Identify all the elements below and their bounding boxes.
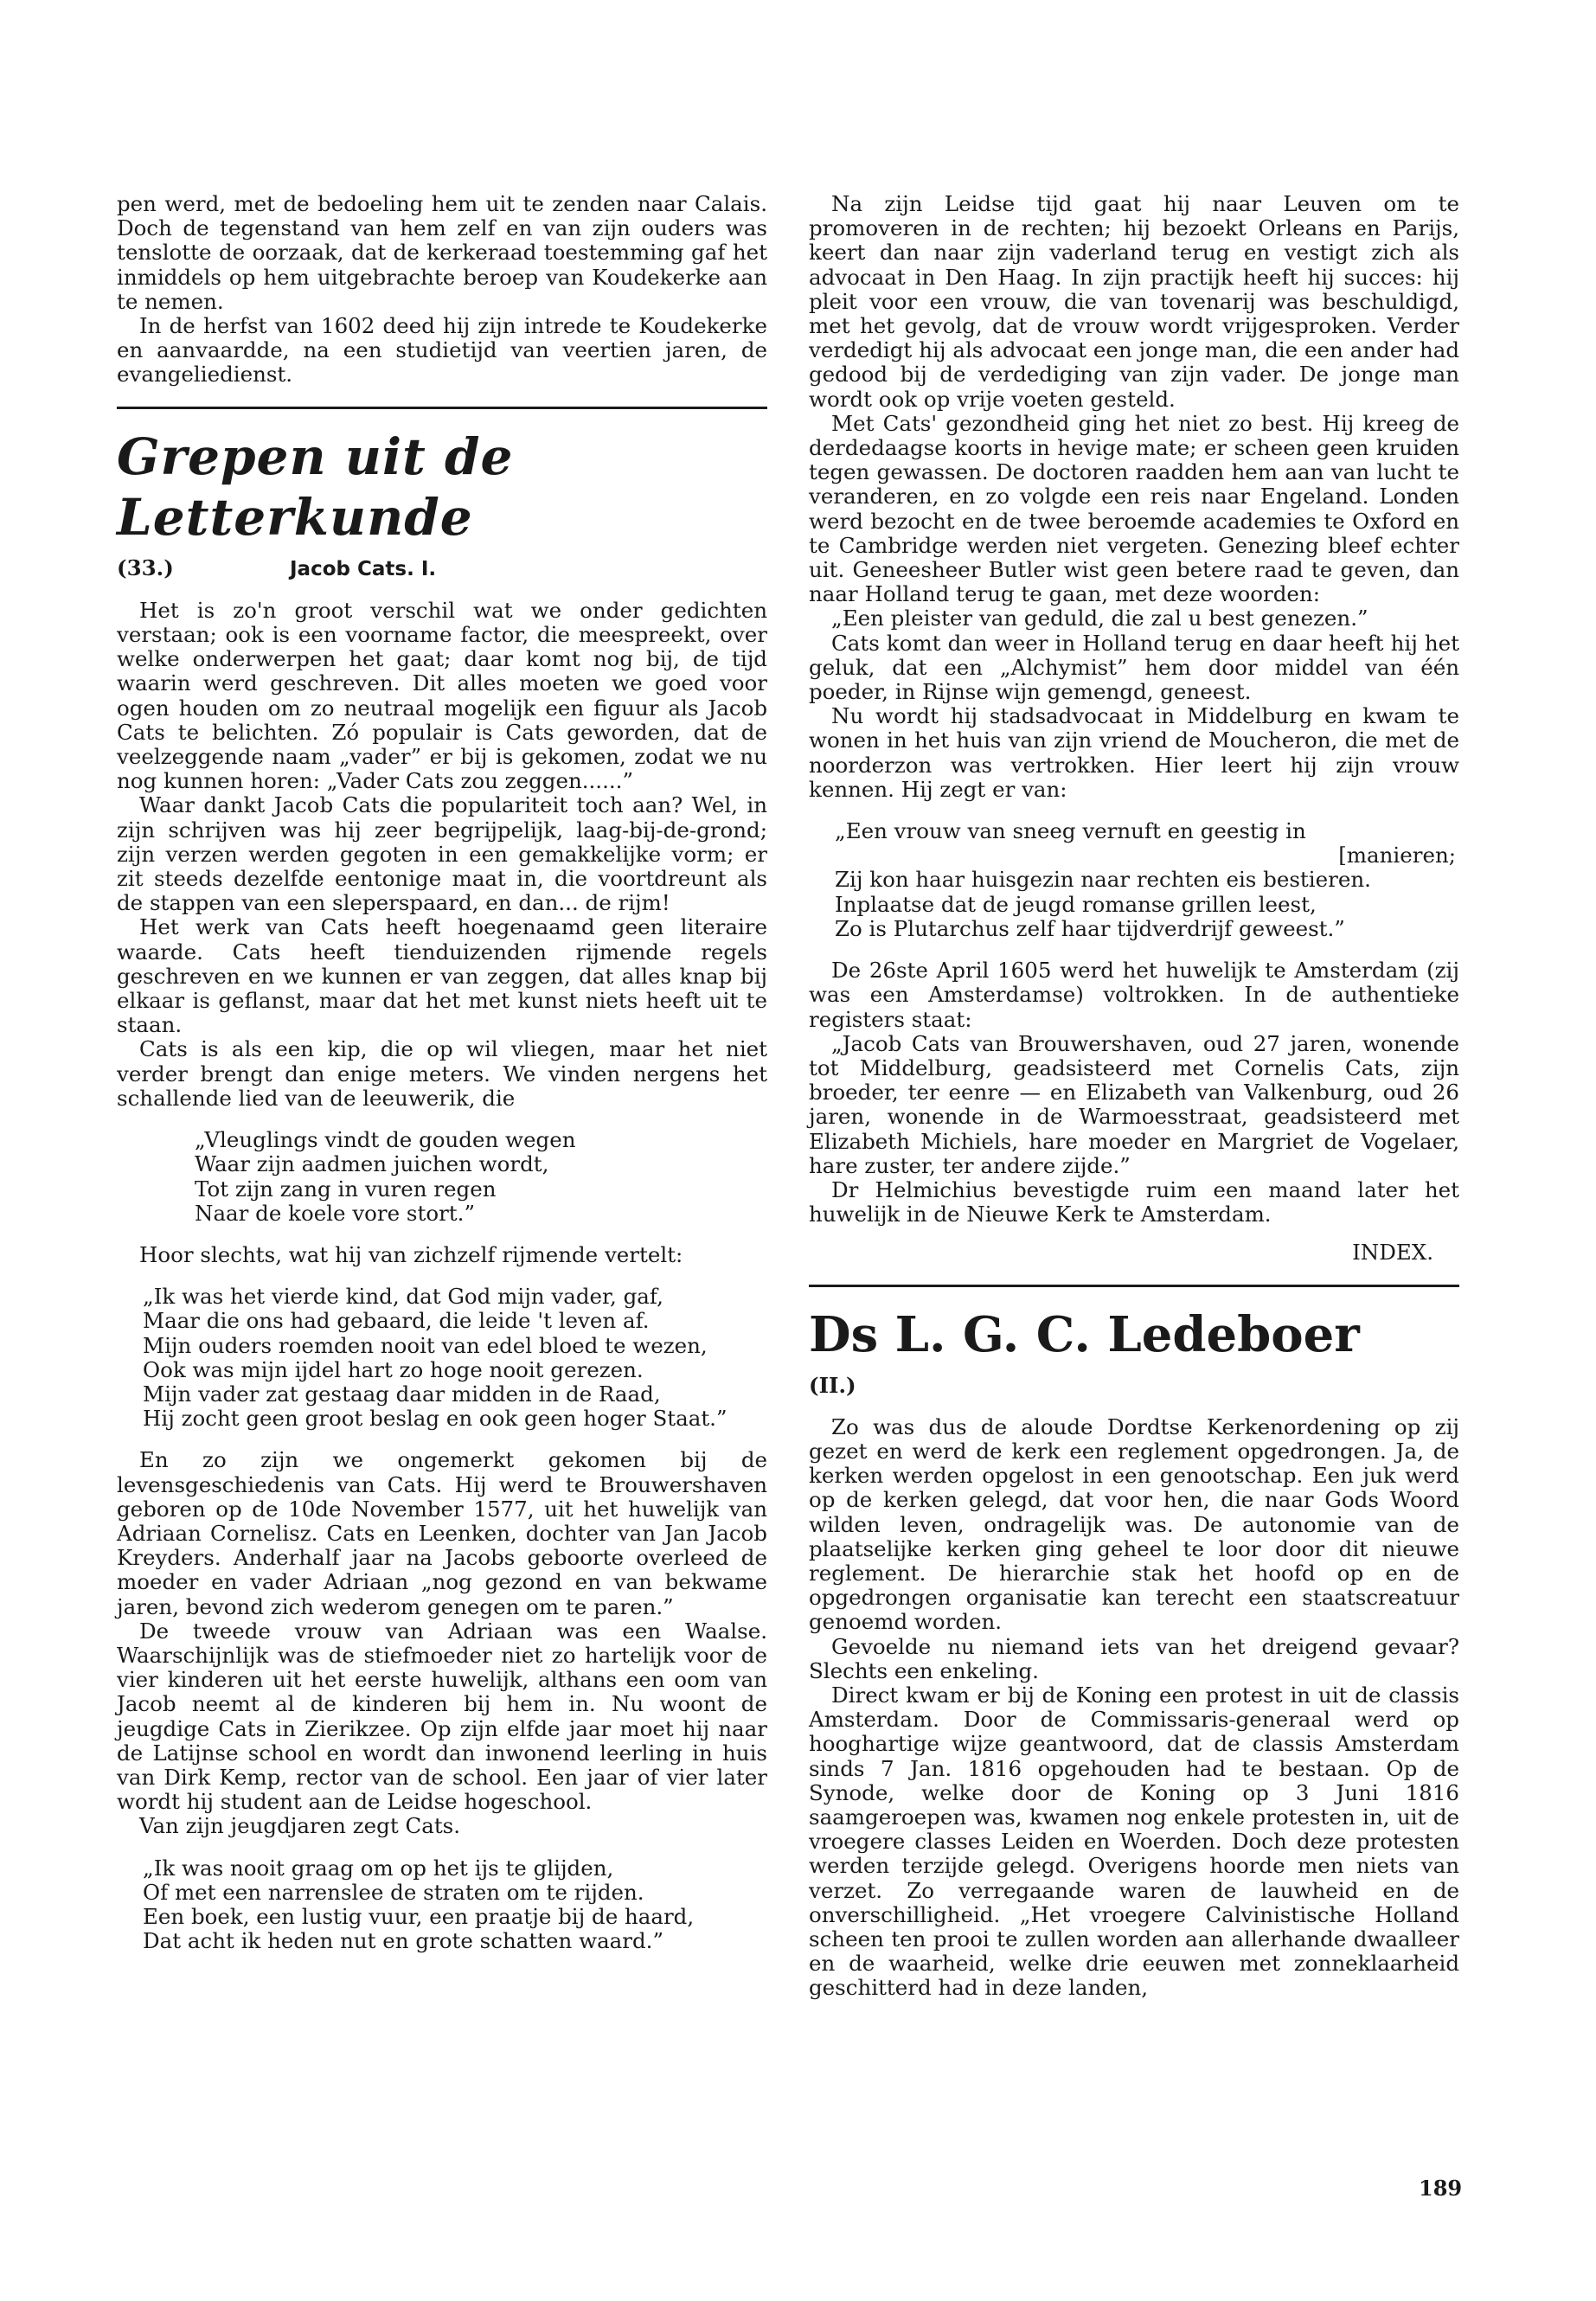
body-paragraph: Cats is als een kip, die op wil vliegen, maar het niet verder brengt dan enige meters. We vinden nergens het schallende lied van de leeuwerik, die [117, 1036, 767, 1111]
article-title: Ds L. G. C. Ledeboer [809, 1305, 1360, 1363]
poem-quote [195, 1128, 767, 1226]
poem-line: „Ik was het vierde kind, dat God mijn vader, gaf, [143, 1284, 663, 1310]
poem-line: Mijn vader zat gestaag daar midden in de Raad, [143, 1381, 661, 1407]
article-number: (II.) [809, 1372, 856, 1398]
article-number: (33.) [117, 554, 174, 580]
poem-line: Of met een narrenslee de straten om te rijden. [143, 1879, 644, 1905]
body-paragraph: De tweede vrouw van Adriaan was een Waalse. Waarschijnlijk was de stiefmoeder niet zo hartelijk voor de vier kinderen uit het eerste huwelijk, althans een oom van Jacob neemt al de kinderen bij hem in. Nu woont de jeugdige Cats in Zierikzee. Op zijn elfde jaar moet hij naar de Latijnse school en wordt dan inwonend leerling in huis van Dirk Kemp, rector van de school. Een jaar of vier later wordt hij student aan de Leidse hogeschool. [117, 1618, 767, 1815]
body-paragraph: En zo zijn we ongemerkt gekomen bij de levensgeschiedenis van Cats. Hij werd te Brouwershaven geboren op de 10de November 1577, uit het huwelijk van Adriaan Cornelisz. Cats en Leenken, dochter van Jan Jacob Kreyders. Anderhalf jaar na Jacobs geboorte overleed de moeder en vader Adriaan „nog gezond en van bekwame jaren, bevond zich wederom genegen om te paren.” [117, 1447, 767, 1619]
body-paragraph: Het werk van Cats heeft hoegenaamd geen literaire waarde. Cats heeft tienduizenden rijmende regels geschreven en we kunnen er van zeggen, dat alles knap bij elkaar is geflanst, maar dat het met kunst niets heeft uit te staan. [117, 914, 767, 1038]
body-paragraph: Dr Helmichius bevestigde ruim een maand later het huwelijk in de Nieuwe Kerk te Amsterdam. [809, 1176, 1459, 1227]
body-paragraph: Waar dankt Jacob Cats die populariteit toch aan? Wel, in zijn schrijven was hij zeer begrijpelijk, laag-bij-de-grond; zijn verzen werden gegoten in een gemakkelijke vorm; er zit steeds dezelfde eentonige maat in, die voortdreunt als de stappen van een sleperspaard, en dan... de rijm! [117, 792, 767, 916]
poem-line: Ook was mijn ijdel hart zo hoge nooit gerezen. [143, 1356, 644, 1382]
left-column [117, 192, 767, 1971]
poem-line: Hij zocht geen groot beslag en ook geen hoger Staat.” [143, 1406, 727, 1432]
body-paragraph: Nu wordt hij stadsadvocaat in Middelburg en kwam te wonen in het huis van zijn vriend de Moucheron, die met de noorderzon was vertrokken. Hier leert hij zijn vrouw kennen. Hij zegt er van: [809, 703, 1459, 802]
article-subheading [117, 556, 767, 581]
body-paragraph: „Een pleister van geduld, die zal u best genezen.” [831, 606, 1368, 631]
poem-quote [143, 1856, 767, 1954]
poem-line: Inplaatse dat de jeugd romanse grillen leest, [835, 891, 1317, 917]
body-paragraph: Met Cats' gezondheid ging het niet zo best. Hij kreeg de derdedaagse koorts in hevige mate; er scheen geen kruiden tegen gewassen. De doctoren raadden hem aan van lucht te veranderen, en zo volgde een reis naar Engeland. Londen werd bezocht en de twee beroemde academies te Oxford en te Cambridge werden niet vergeten. Genezing bleef echter uit. Geneesheer Butler wist geen betere raad te geven, dan naar Holland terug te gaan, met deze woorden: [809, 410, 1459, 607]
body-paragraph: Zo was dus de aloude Dordtse Kerkenordening op zij gezet en werd de kerk een reglement opgedrongen. Ja, de kerken werden opgelost in een genootschap. Een juk werd op de kerken gelegd, dat voor hen, die naar Gods Woord wilden leven, ondragelijk was. De autonomie van de plaatselijke kerken ging geheel te loor door dit nieuwe reglement. De hierarchie stak het hoofd op en de opgedrongen organisatie kan terecht een staatscreatuur genoemd worden. [809, 1413, 1459, 1635]
body-paragraph: De 26ste April 1605 werd het huwelijk te Amsterdam (zij was een Amsterdamse) voltrokken. In de authentieke registers staat: [809, 958, 1459, 1032]
body-paragraph: Direct kwam er bij de Koning een protest in uit de classis Amsterdam. Door de Commissaris-generaal werd op hooghartige wijze geantwoord, dat de classis Amsterdam sinds 7 Jan. 1816 opgehouden had te bestaan. Op de Synode, welke door de Koning op 3 Juni 1816 saamgeroepen was, kwamen nog enkele protesten in, uit de vroegere classes Leiden en Woerden. Doch deze protesten werden terzijde gelegd. Overigens hoorde men niets van verzet. Zo verregaande waren de lauwheid en de onverschilligheid. „Het vroegere Calvinistische Holland scheen ten prooi te zullen worden aan allerhande dwaalleer en de waarheid, welke drie eeuwen met zonneklaarheid geschitterd had in deze landen, [809, 1682, 1459, 2001]
body-paragraph: Het is zo'n groot verschil wat we onder gedichten verstaan; ook is een voorname factor, die meespreekt, over welke onderwerpen het gaat; daar komt nog bij, de tijd waarin werd geschreven. Dit alles moeten we goed voor ogen houden om zo neutraal mogelijk een figuur als Jacob Cats te belichten. Zó populair is Cats geworden, dat de veelzeggende naam „vader” er bij is gekomen, zodat we nu nog kunnen horen: „Vader Cats zou zeggen......” [117, 597, 767, 794]
poem-line: Maar die ons had gebaard, die leide 't leven af. [143, 1308, 650, 1334]
poem-line: Waar zijn aadmen juichen wordt, [195, 1151, 549, 1177]
body-paragraph: Hoor slechts, wat hij van zichzelf rijmende vertelt: [139, 1241, 683, 1267]
section-divider [117, 407, 767, 409]
poem-line: „Een vrouw van sneeg vernuft en geestig in [835, 818, 1306, 844]
body-paragraph: „Jacob Cats van Brouwershaven, oud 27 jaren, wonende tot Middelburg, geadsisteerd met Cornelis Cats, zijn broeder, ter eenre — en Elizabeth van Valkenburg, oud 26 jaren, wonende in de Warmoesstraat, geadsisteerd met Elizabeth Michiels, hare moeder en Margriet de Vogelaer, hare zuster, ter andere zijde.” [809, 1030, 1459, 1178]
poem-line: Zij kon haar huisgezin naar rechten eis bestieren. [835, 867, 1371, 893]
poem-line: „Ik was nooit graag om op het ijs te glijden, [143, 1855, 614, 1881]
poem-line: Dat acht ik heden nut en grote schatten waard.” [143, 1928, 663, 1954]
page-number: 189 [1419, 2176, 1463, 2201]
poem-line: „Vleuglings vindt de gouden wegen [195, 1127, 576, 1153]
poem-quote [143, 1285, 767, 1431]
poem-line: Tot zijn zang in vuren regen [195, 1176, 497, 1202]
body-paragraph: Van zijn jeugdjaren zegt Cats. [139, 1813, 461, 1839]
article-signature: INDEX. [1352, 1240, 1433, 1266]
poem-line: Een boek, een lustig vuur, een praatje bij de haard, [143, 1903, 695, 1929]
intro-paragraph: In de herfst van 1602 deed hij zijn intrede te Koudekerke en aanvaardde, na een studietijd van veertien jaren, de evangeliedienst. [117, 313, 767, 388]
article-subheading [809, 1374, 1459, 1398]
intro-paragraph: pen werd, met de bedoeling hem uit te zenden naar Calais. Doch de tegenstand van hem zelf en van zijn ouders was tenslotte de oorzaak, dat de kerkeraad toestemming gaf het inmiddels op hem uitgebrachte beroep van Koudekerke aan te nemen. [117, 191, 767, 314]
body-paragraph: Cats komt dan weer in Holland terug en daar heeft hij het geluk, dat een „Alchymist” hem door middel van één poeder, in Rijnse wijn gemengd, geneest. [809, 630, 1459, 705]
article-subtitle: Jacob Cats. I. [290, 557, 437, 580]
poem-line-continuation: [manieren; [1338, 843, 1456, 868]
poem-line: Zo is Plutarchus zelf haar tijdverdrijf geweest.” [835, 915, 1345, 941]
section-divider [809, 1285, 1459, 1287]
poem-quote [835, 819, 1459, 941]
body-paragraph: Na zijn Leidse tijd gaat hij naar Leuven om te promoveren in de rechten; hij bezoekt Orleans en Parijs, keert dan naar zijn vaderland terug en vestigt zich als advocaat in Den Haag. In zijn practijk heeft hij succes: hij pleit voor een vrouw, die van tovenarij was beschuldigd, met het gevolg, dat de vrouw wordt vrijgesproken. Verder verdedigt hij als advocaat een jonge man, die een ander had gedood bij de verdediging van zijn vader. De jonge man wordt ook op vrije voeten gesteld. [809, 191, 1459, 412]
body-paragraph: Gevoelde nu niemand iets van het dreigend gevaar? Slechts een enkeling. [809, 1633, 1459, 1683]
poem-line: Naar de koele vore stort.” [195, 1200, 475, 1226]
poem-line: Mijn ouders roemden nooit van edel bloed te wezen, [143, 1332, 708, 1358]
right-column [809, 192, 1459, 2001]
article-title: Grepen uit de Letterkunde [117, 426, 514, 547]
